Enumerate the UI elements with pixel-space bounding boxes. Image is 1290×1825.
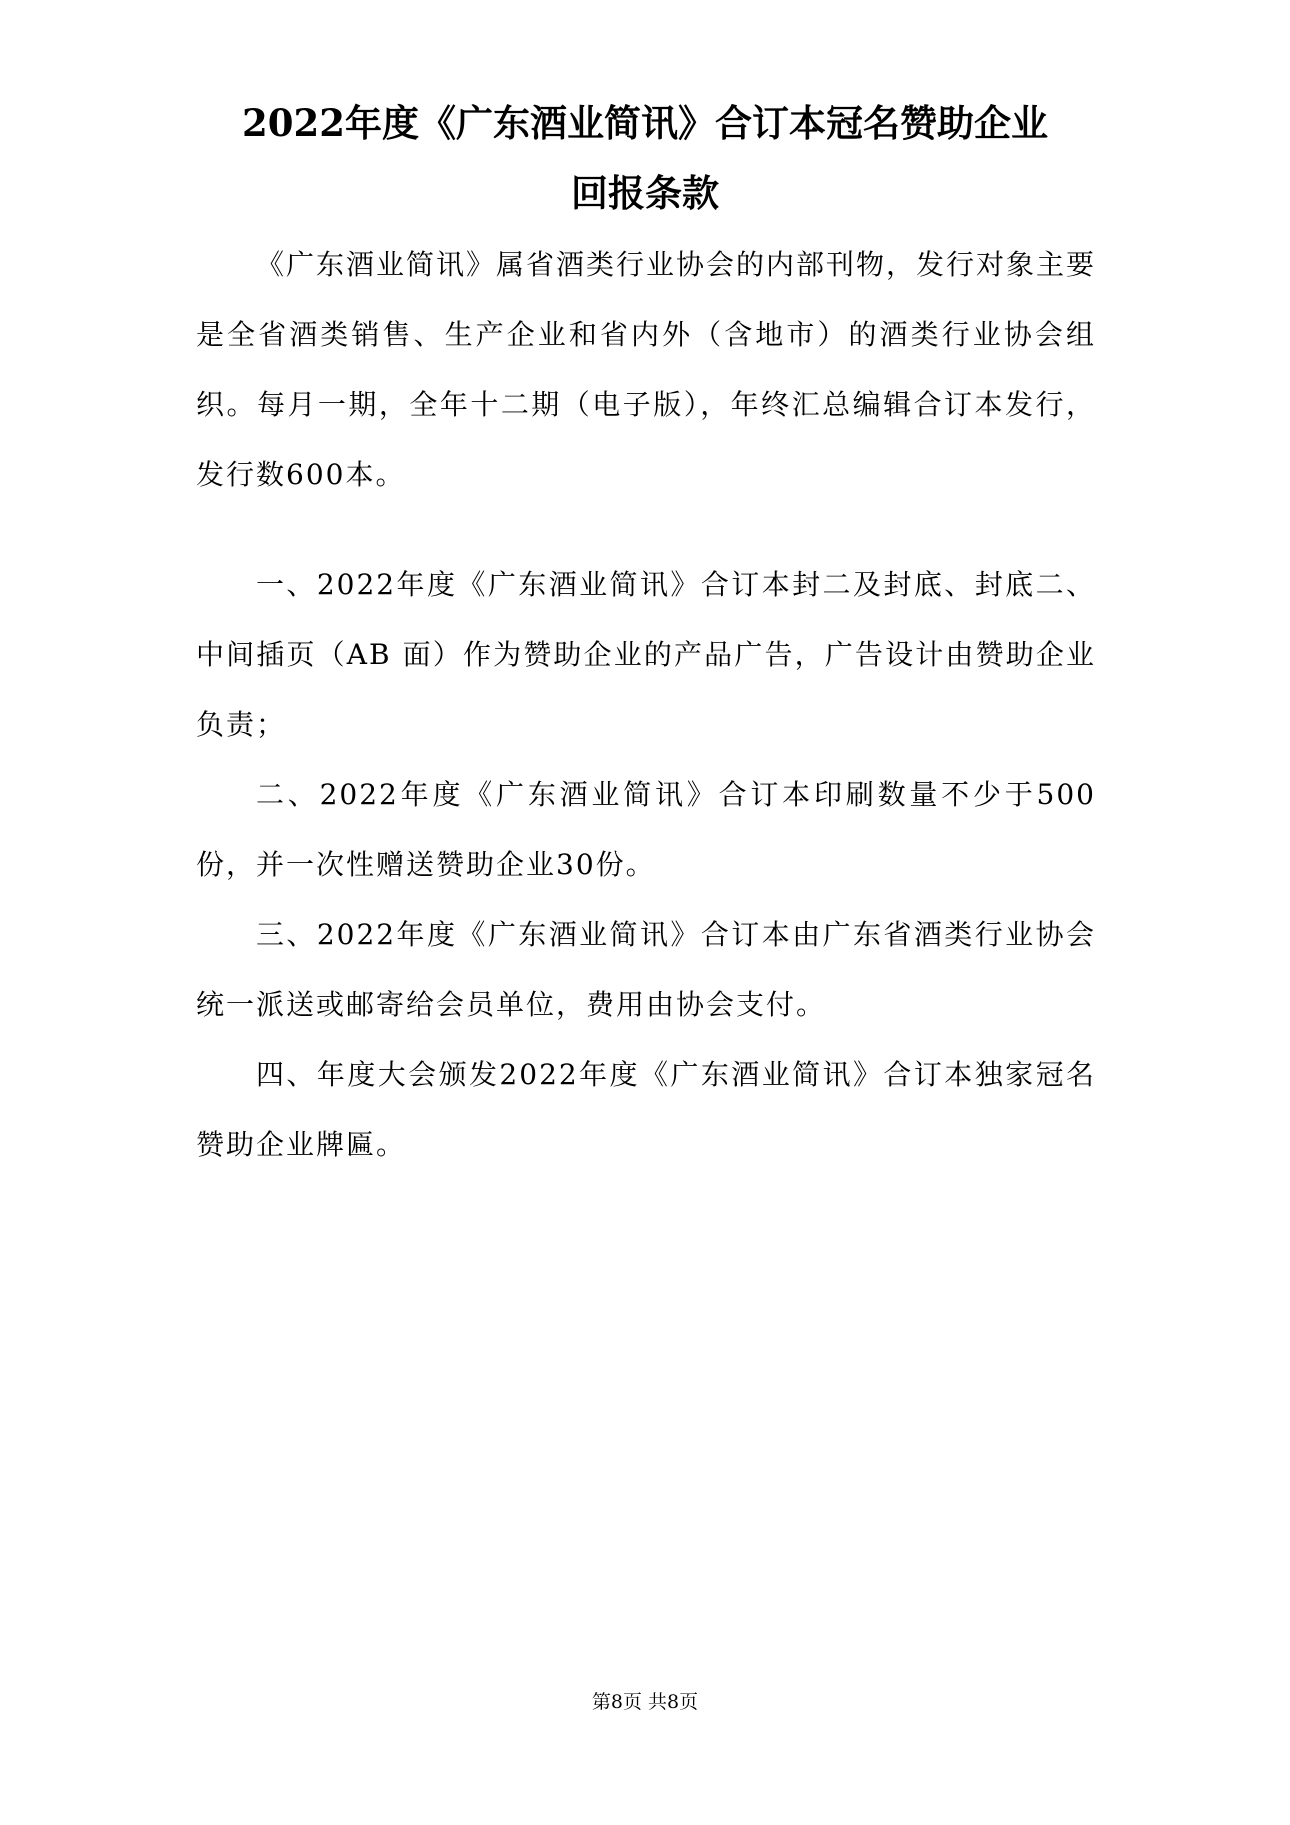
clause-2: 二、2022年度《广东酒业简讯》合订本印刷数量不少于500份，并一次性赠送赞助企业30份。 [196, 778, 1096, 881]
clause-1: 一、2022年度《广东酒业简讯》合订本封二及封底、封底二、中间插页（AB 面）作为赞助企业的产品广告，广告设计由赞助企业负责； [196, 568, 1096, 741]
document-title-line2: 回报条款 [571, 171, 719, 215]
clause-4: 四、年度大会颁发2022年度《广东酒业简讯》合订本独家冠名赞助企业牌匾。 [196, 1058, 1096, 1161]
clause-3: 三、2022年度《广东酒业简讯》合订本由广东省酒类行业协会统一派送或邮寄给会员单位，费用由协会支付。 [196, 918, 1096, 1021]
intro-paragraph: 《广东酒业简讯》属省酒类行业协会的内部刊物，发行对象主要是全省酒类销售、生产企业和省内外（含地市）的酒类行业协会组织。每月一期，全年十二期（电子版），年终汇总编辑合订本发行，发行数600本。 [196, 248, 1097, 491]
document-title-line1: 2022年度《广东酒业简讯》合订本冠名赞助企业 [242, 101, 1048, 145]
document-body [196, 230, 1096, 1180]
page-number-footer: 第8页 共8页 [591, 1691, 699, 1713]
